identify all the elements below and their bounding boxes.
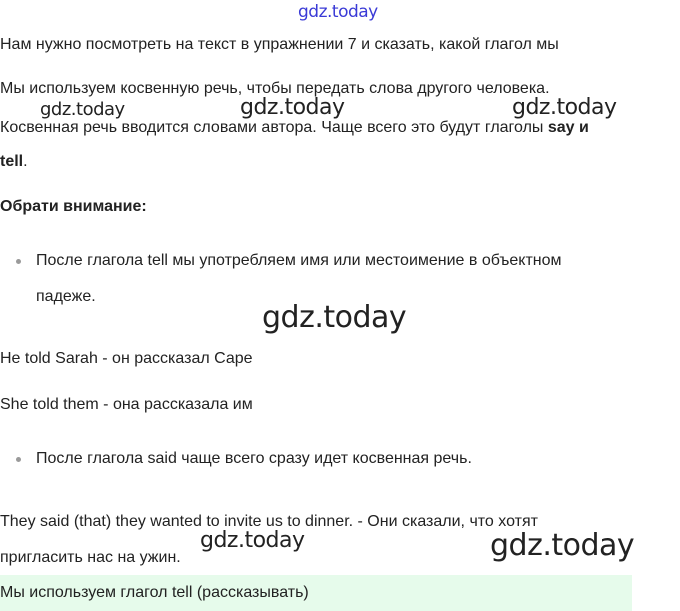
note-heading-colon: :	[141, 198, 147, 215]
tell-line	[0, 152, 28, 172]
watermark-logo: gdz.today	[490, 528, 635, 563]
example-told-sarah: He told Sarah - он рассказал Саре	[0, 350, 253, 367]
watermark-logo: gdz.today	[240, 95, 345, 120]
author-words-line	[0, 118, 589, 138]
watermark-logo: gdz.today	[298, 2, 378, 22]
watermark-logo: gdz.today	[40, 99, 125, 120]
answer-text: Мы используем глагол tell (рассказывать)	[0, 584, 309, 601]
watermark-logo: gdz.today	[262, 300, 407, 335]
bullet-said	[0, 449, 680, 469]
bullet-said-text: После глагола said чаще всего сразу идет косвенная речь.	[36, 450, 472, 467]
bullet-dot-icon	[16, 457, 21, 462]
bullet-tell-line1: После глагола tell мы употребляем имя или местоимение в объектном	[36, 252, 562, 269]
note-heading-text: Обрати внимание	[0, 198, 142, 215]
tell-text: tell	[0, 153, 24, 170]
bullet-dot-icon	[16, 259, 21, 264]
example-dinner-line1: They said (that) they wanted to invite us to dinner. - Они сказали, что хотят	[0, 513, 538, 530]
example-dinner-line2: пригласить нас на ужин.	[0, 549, 181, 566]
bullet-tell-line2: падеже.	[36, 288, 96, 305]
bullet-tell	[0, 251, 680, 307]
intro-line: Нам нужно посмотреть на текст в упражнении 7 и сказать, какой глагол мы	[0, 36, 559, 53]
say-and-text: say и	[547, 119, 589, 136]
watermark-logo: gdz.today	[200, 528, 305, 553]
watermark-logo: gdz.today	[512, 95, 617, 120]
indirect-speech-line: Мы используем косвенную речь, чтобы передать слова другого человека.	[0, 80, 550, 97]
note-heading	[0, 197, 147, 217]
example-told-them: She told them - она рассказала им	[0, 396, 253, 413]
author-words-text: Косвенная речь вводится словами автора. Чаще всего это будут глаголы	[0, 119, 548, 136]
tell-period: .	[23, 153, 28, 170]
